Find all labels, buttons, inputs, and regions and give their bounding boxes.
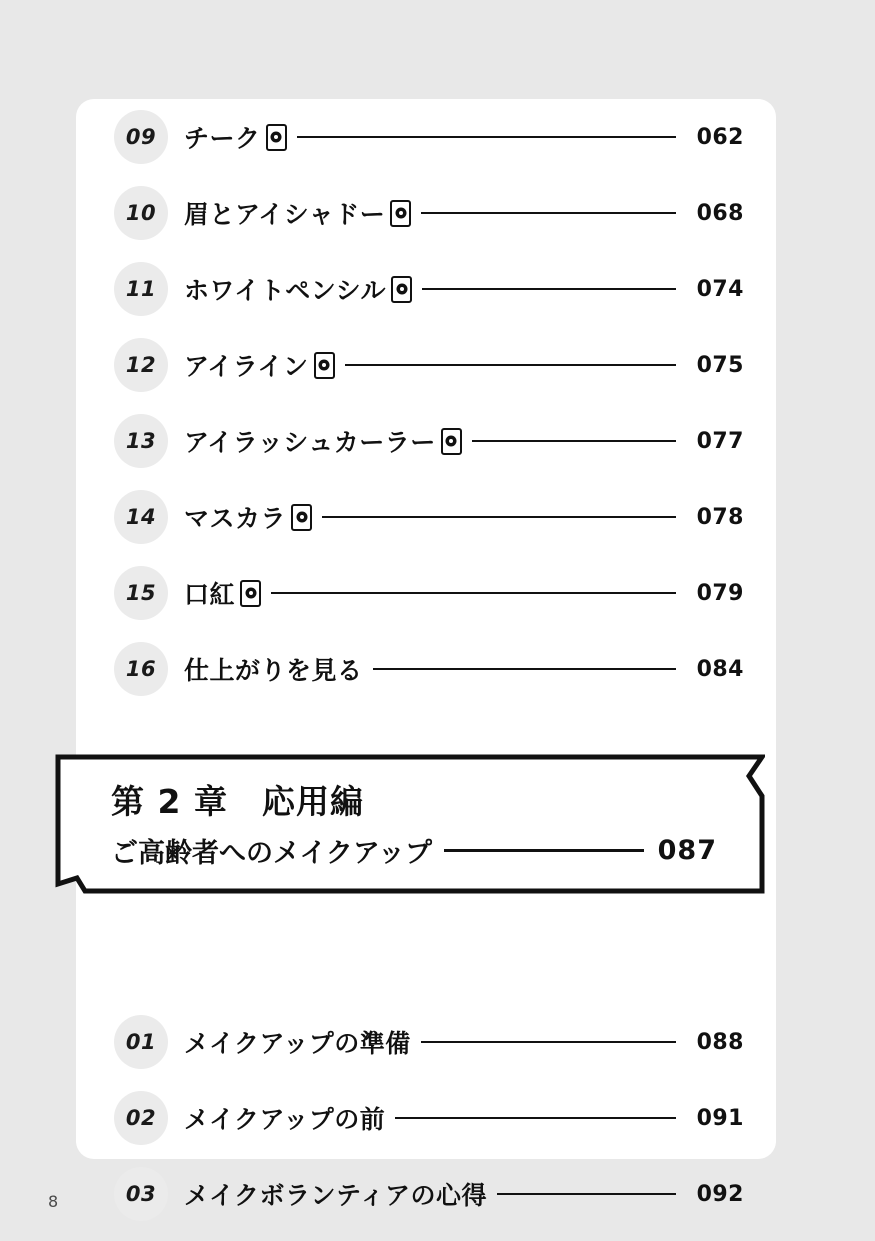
entry-number-badge: 12	[114, 338, 168, 392]
leader-line	[271, 592, 676, 594]
toc-entry[interactable]	[76, 1156, 776, 1232]
entry-page-number: 077	[696, 428, 744, 454]
entry-page-number: 079	[696, 580, 744, 606]
entry-title: マスカラ	[184, 504, 287, 533]
entry-number-badge: 10	[114, 186, 168, 240]
entry-number-badge: 03	[114, 1167, 168, 1221]
camera-marker-icon	[240, 580, 261, 607]
leader-line	[322, 516, 676, 518]
toc-entry[interactable]	[76, 631, 776, 707]
toc-entry[interactable]	[76, 99, 776, 175]
entry-page-number: 074	[696, 276, 744, 302]
entry-page-number: 091	[696, 1105, 744, 1131]
entry-page-number: 062	[696, 124, 744, 150]
entry-page-number: 084	[696, 656, 744, 682]
leader-line	[444, 849, 644, 852]
entry-title: チーク	[184, 124, 261, 153]
entry-number-badge: 11	[114, 262, 168, 316]
toc-entry[interactable]	[76, 1080, 776, 1156]
camera-marker-icon	[314, 352, 335, 379]
chapter-page-number: 087	[657, 835, 717, 866]
camera-marker-icon	[391, 276, 412, 303]
chapter-banner-content	[111, 776, 725, 870]
entry-number-badge: 09	[114, 110, 168, 164]
camera-marker-icon	[291, 504, 312, 531]
toc-entry[interactable]	[76, 403, 776, 479]
leader-line	[395, 1117, 676, 1119]
toc-entry[interactable]	[76, 251, 776, 327]
leader-line	[373, 668, 676, 670]
entry-title: 眉とアイシャドー	[184, 200, 386, 229]
entry-title: メイクアップの準備	[184, 1029, 411, 1058]
camera-marker-icon	[266, 124, 287, 151]
entry-number-badge: 14	[114, 490, 168, 544]
entry-page-number: 068	[696, 200, 744, 226]
toc-list-lower	[76, 1004, 776, 1232]
entry-page-number: 092	[696, 1181, 744, 1207]
entry-title: 仕上がりを見る	[184, 656, 363, 685]
entry-number-badge: 02	[114, 1091, 168, 1145]
leader-line	[297, 136, 676, 138]
entry-title: 口紅	[184, 580, 236, 609]
leader-line	[497, 1193, 676, 1195]
chapter-subtitle-row	[111, 831, 725, 870]
camera-marker-icon	[441, 428, 462, 455]
toc-list-upper	[76, 99, 776, 707]
entry-number-badge: 01	[114, 1015, 168, 1069]
toc-entry[interactable]	[76, 1004, 776, 1080]
toc-entry[interactable]	[76, 327, 776, 403]
leader-line	[421, 212, 676, 214]
page-folio-number: 8	[48, 1192, 59, 1211]
entry-page-number: 075	[696, 352, 744, 378]
chapter-heading: 第 2 章 応用編	[111, 782, 364, 821]
leader-line	[345, 364, 676, 366]
leader-line	[422, 288, 676, 290]
entry-title: メイクアップの前	[184, 1105, 386, 1134]
page-sheet	[76, 99, 776, 1210]
entry-number-badge: 15	[114, 566, 168, 620]
toc-entry[interactable]	[76, 175, 776, 251]
chapter-subtitle: ご高齢者へのメイクアップ	[111, 838, 433, 869]
toc-entry[interactable]	[76, 479, 776, 555]
leader-line	[421, 1041, 676, 1043]
camera-marker-icon	[390, 200, 411, 227]
toc-entry[interactable]	[76, 555, 776, 631]
entry-title: アイラッシュカーラー	[184, 428, 436, 457]
entry-page-number: 078	[696, 504, 744, 530]
entry-page-number: 088	[696, 1029, 744, 1055]
entry-number-badge: 13	[114, 414, 168, 468]
entry-title: メイクボランティアの心得	[184, 1181, 488, 1210]
entry-title: ホワイトペンシル	[184, 276, 387, 305]
entry-number-badge: 16	[114, 642, 168, 696]
leader-line	[472, 440, 676, 442]
chapter-banner	[55, 754, 765, 894]
entry-title: アイライン	[184, 352, 309, 381]
